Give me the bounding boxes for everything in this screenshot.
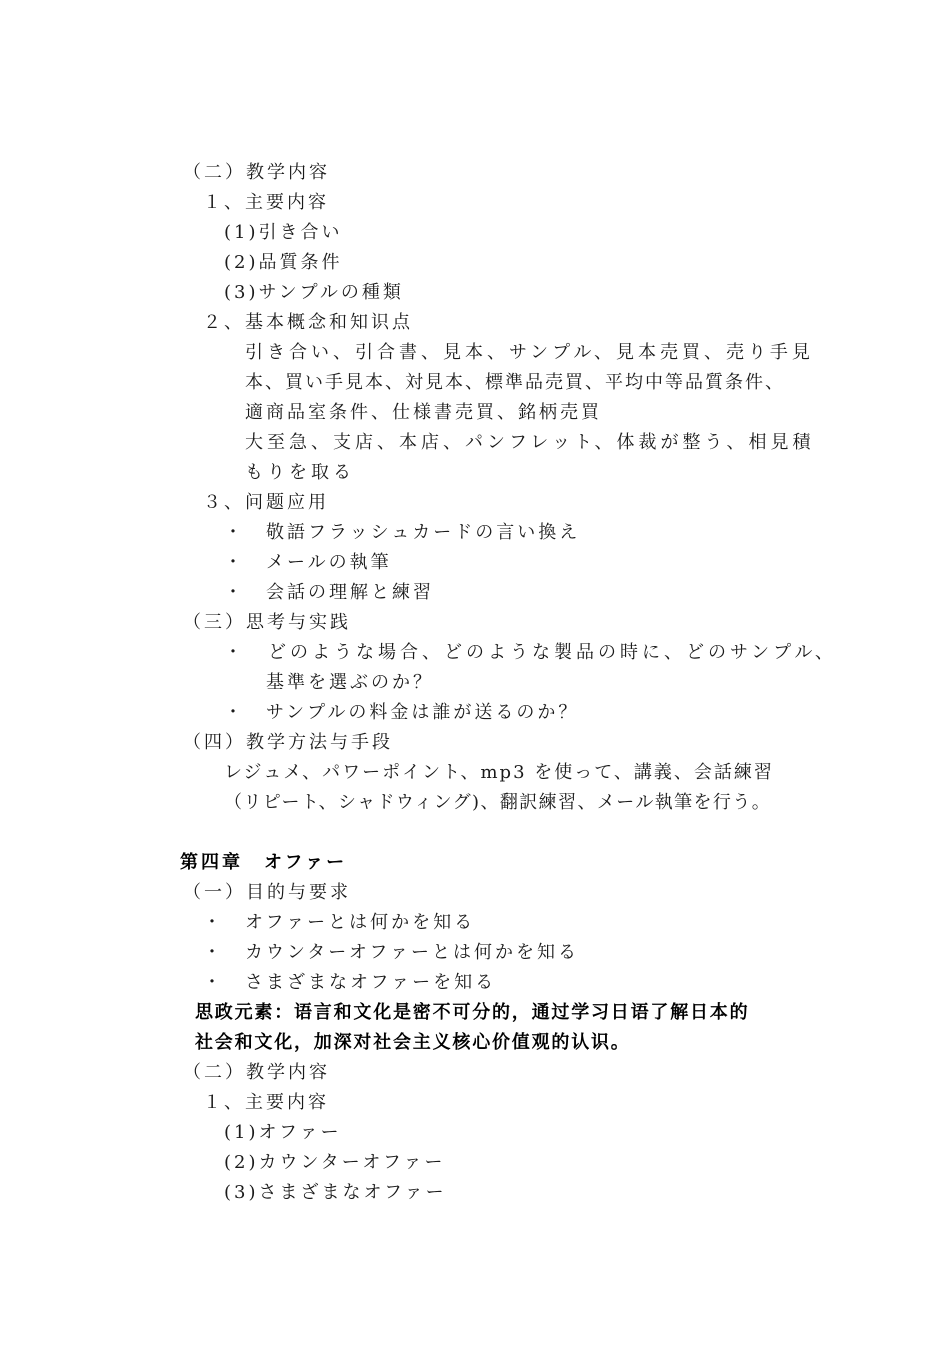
section-heading-objectives: （一）目的与要求 xyxy=(183,882,351,903)
sub-item: (1)オファー xyxy=(224,1122,342,1143)
concepts-line: 大至急、支店、本店、パンフレット、体裁が整う、相見積 xyxy=(245,432,815,453)
methods-line: レジュメ、パワーポイント、mp3 を使って、講義、会話練習 xyxy=(224,762,774,783)
concepts-line: 本、買い手見本、対見本、標準品売買、平均中等品質条件、 xyxy=(245,372,785,393)
bullet-item: ・ カウンターオファーとは何かを知る xyxy=(203,942,580,963)
methods-line: （リピート、シャドウィング)、翻訳練習、メール執筆を行う。 xyxy=(224,792,772,813)
section-heading-teaching-content: （二）教学内容 xyxy=(183,162,330,183)
bullet-item: ・ どのような場合、どのような製品の時に、どのサンプル、 xyxy=(224,642,837,663)
concepts-line: 適商品室条件、仕様書売買、銘柄売買 xyxy=(245,402,602,423)
application-heading: ３、问题应用 xyxy=(203,492,329,513)
section-heading-methods: （四）教学方法与手段 xyxy=(183,732,393,753)
sub-item: (1)引き合い xyxy=(224,222,343,243)
ideology-element: 思政元素：语言和文化是密不可分的，通过学习日语了解日本的 xyxy=(195,1002,750,1023)
sub-item: (2)品質条件 xyxy=(224,252,343,273)
bullet-item: ・ 敬語フラッシュカードの言い換え xyxy=(224,522,581,543)
ideology-element: 社会和文化，加深对社会主义核心价值观的认识。 xyxy=(195,1032,631,1053)
main-content-heading: １、主要内容 xyxy=(203,192,329,213)
section-heading-thinking-practice: （三）思考与实践 xyxy=(183,612,351,633)
concepts-heading: ２、基本概念和知识点 xyxy=(203,312,413,333)
concepts-line: もりを取る xyxy=(245,462,355,483)
bullet-item: ・ 会話の理解と練習 xyxy=(224,582,434,603)
concepts-line: 引き合い、引合書、見本、サンプル、見本売買、売り手見 xyxy=(245,342,814,363)
sub-item: (2)カウンターオファー xyxy=(224,1152,446,1173)
bullet-item: ・ オファーとは何かを知る xyxy=(203,912,476,933)
bullet-item-continuation: 基準を選ぶのか？ xyxy=(266,672,434,693)
bullet-item: ・ さまざまなオファーを知る xyxy=(203,972,497,993)
bullet-item: ・ サンプルの料金は誰が送るのか？ xyxy=(224,702,580,723)
sub-item: (3)さまざまなオファー xyxy=(224,1182,447,1203)
bullet-item: ・ メールの執筆 xyxy=(224,552,392,573)
main-content-heading: １、主要内容 xyxy=(203,1092,329,1113)
sub-item: (3)サンプルの種類 xyxy=(224,282,404,303)
section-heading-teaching-content: （二）教学内容 xyxy=(183,1062,330,1083)
chapter-title: 第四章 オファー xyxy=(180,852,348,873)
